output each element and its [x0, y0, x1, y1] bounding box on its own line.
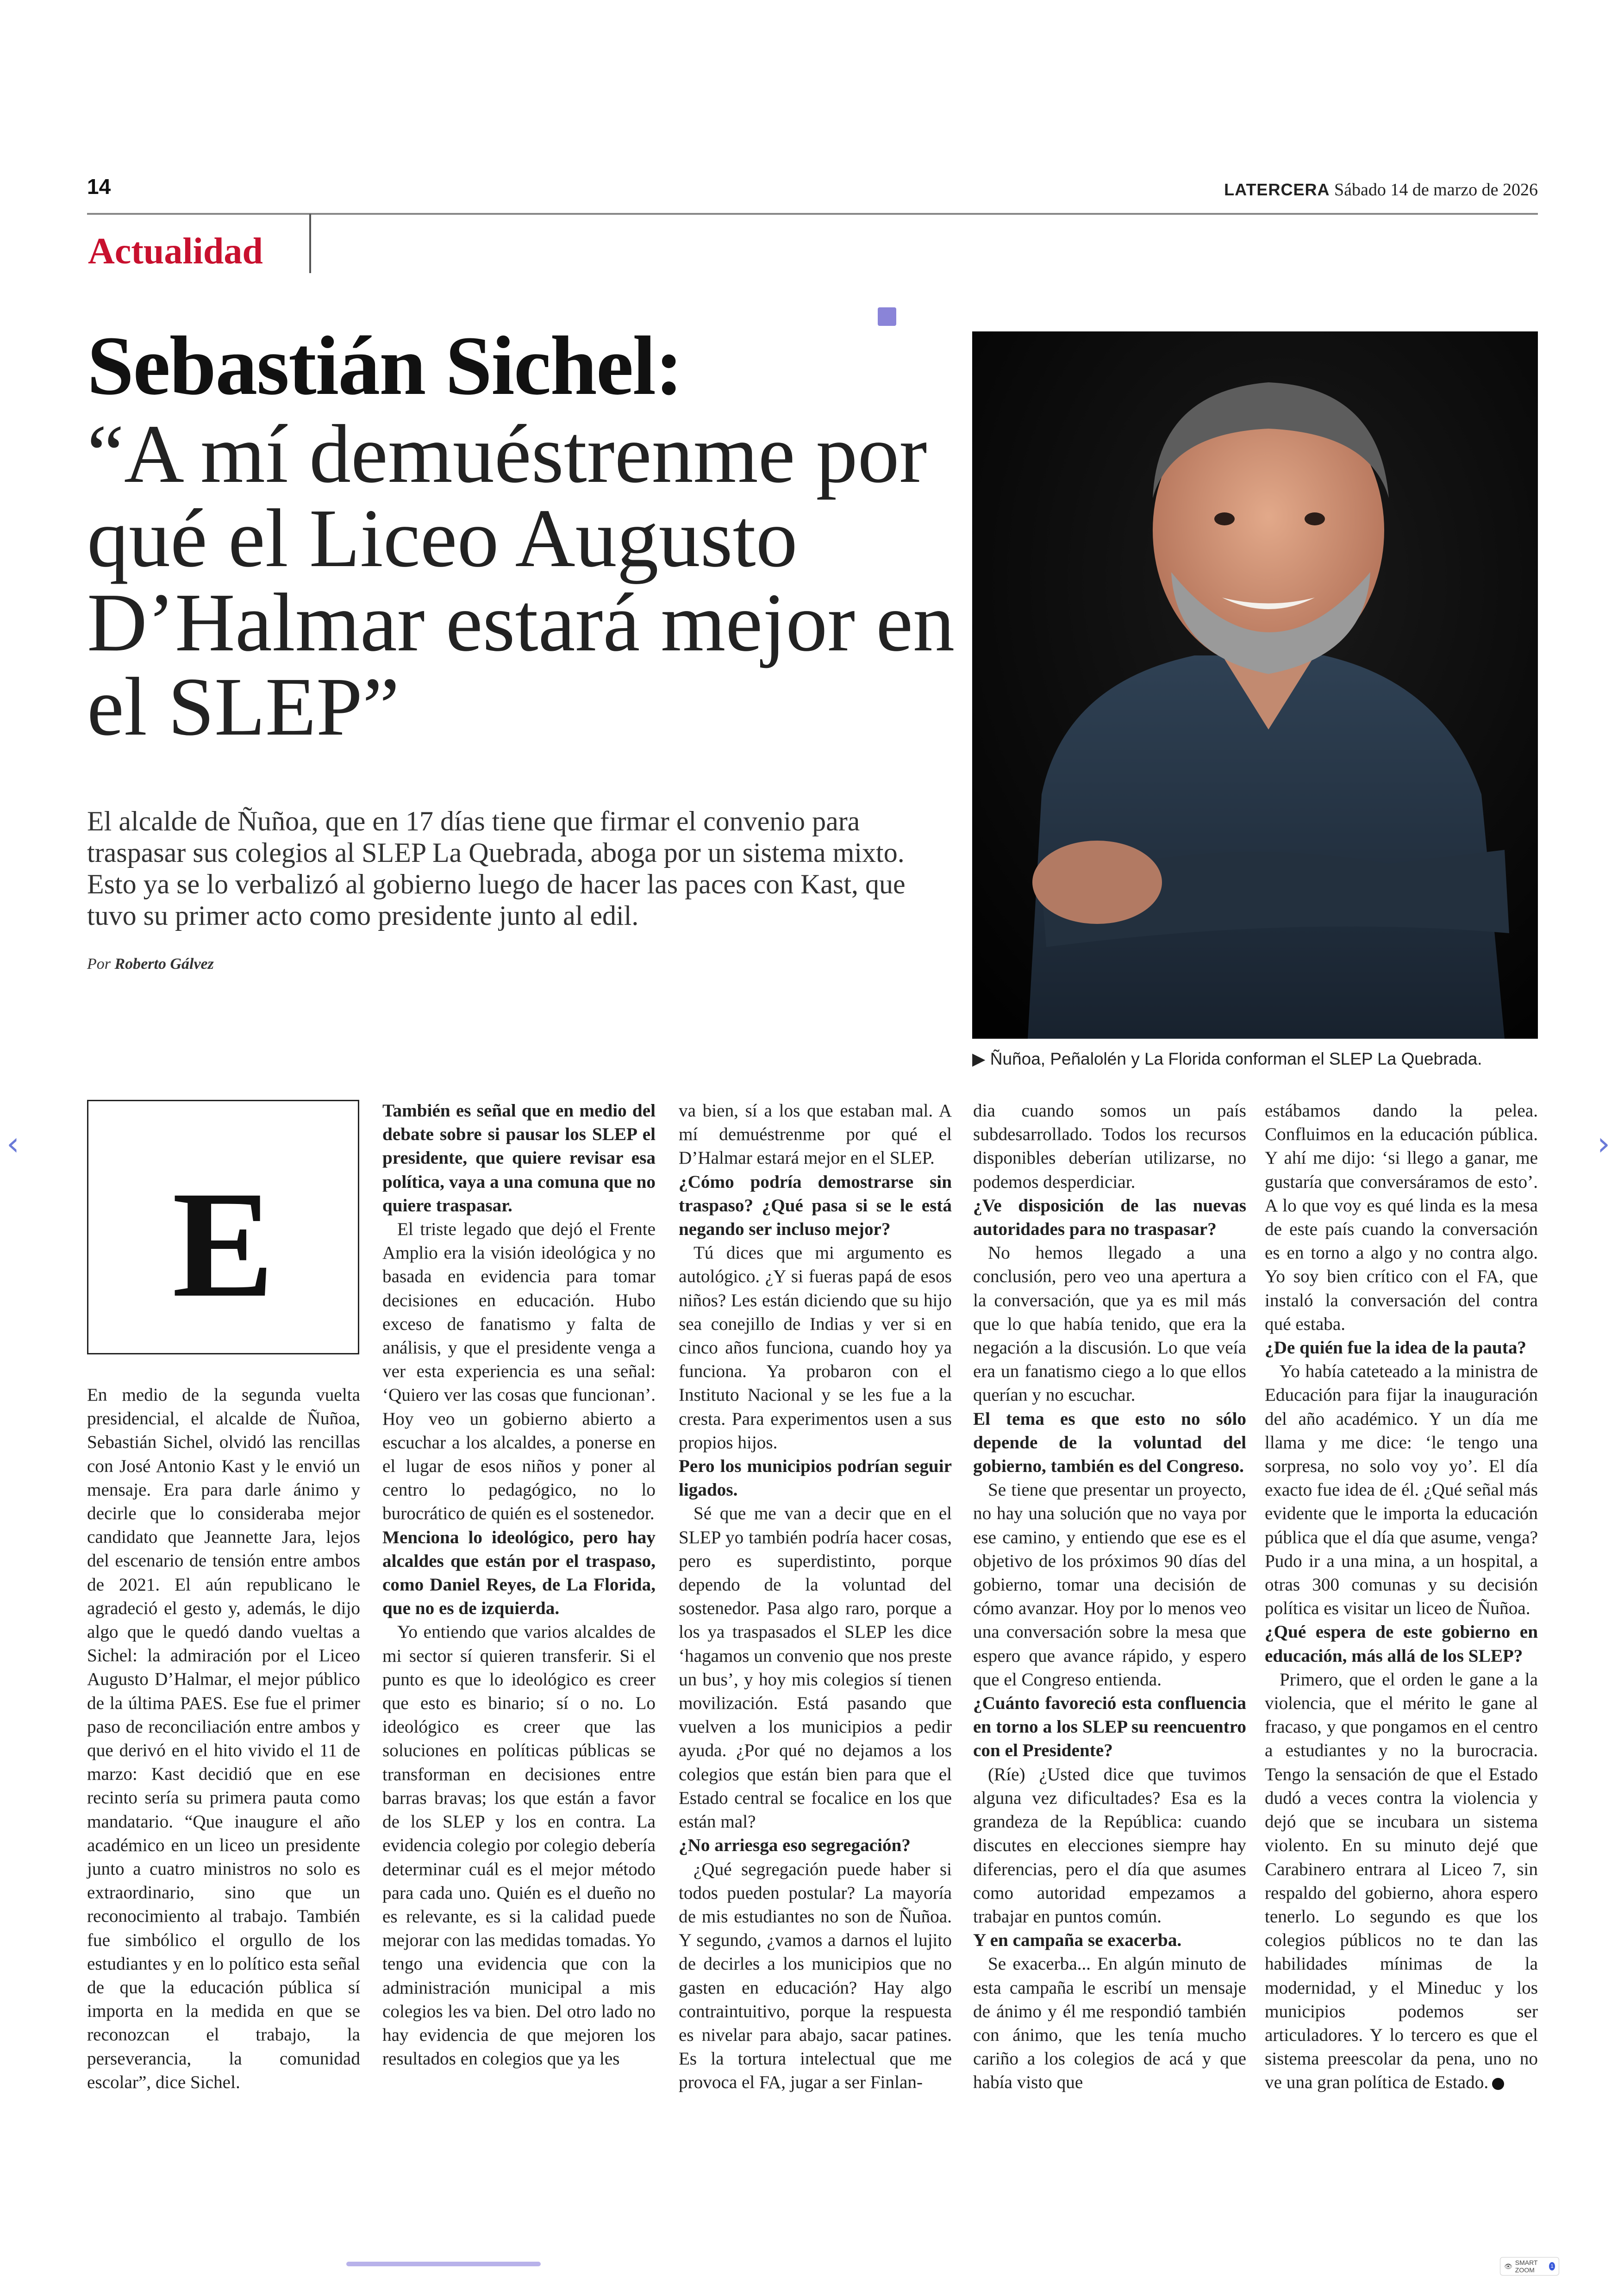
interview-answer: Se exacerba... En algún minuto de esta campaña le escribí un mensaje de ánimo y él me respondió también con ánimo, que les tenía mucho cariño a los colegios de acá y que había visto que: [973, 1954, 1246, 2093]
portrait-photo: [972, 331, 1538, 1039]
interview-question: ¿Cuánto favoreció esta confluencia en torno a los SLEP su reencuentro con el Presidente?: [973, 1693, 1246, 1761]
masthead: [1224, 180, 1538, 200]
article-column-5: [1265, 1099, 1538, 2133]
interview-question: Menciona lo ideológico, pero hay alcaldes que están por el traspaso, como Daniel Reyes, de La Florida, que no es de izquierda.: [382, 1527, 656, 1619]
interview-answer: estábamos dando la pelea. Confluimos en la educación pública. Y ahí me dijo: ‘si llego a ganar, me gustaría que conversáramos de esto’. A lo que voy es qué linda es la mesa de este país cuando la conversación es en torno a algo y no contra algo. Yo soy bien crítico con el FA, que instaló la conversación del contra qué estaba.: [1265, 1101, 1538, 1334]
final-answer-text: Primero, que el orden le gane a la violencia, que el mérito le gane al fracaso, y que pongamos en el centro a estudiantes y no la burocracia. Tengo la sensación de que el Estado dudó a veces contra la violencia y dejó que se incubara un sistema violento. En su minuto dejé que Carabinero entrara al Liceo 7, sin respaldo del gobierno, ahora espero tenerlo. Lo segundo es que los colegios públicos no te dan las habilidades mínimas de la modernidad, y el Mineduc y los municipios podemos ser articuladores. Y lo tercero es que el sistema preescolar da pena, uno no ve una gran política de Estado.: [1265, 1669, 1538, 2093]
interview-question: ¿Qué espera de este gobierno en educación, más allá de los SLEP?: [1265, 1622, 1538, 1666]
section-divider: [309, 214, 311, 273]
interview-question: ¿Cómo podría demostrarse sin traspaso? ¿Qué pasa si se le está negando ser incluso mejor?: [679, 1172, 952, 1240]
interview-question: El tema es que esto no sólo depende de la voluntad del gobierno, también es del Congreso.: [973, 1409, 1246, 1477]
interview-answer: Tú dices que mi argumento es autológico. ¿Y si fueras papá de esos niños? Les están diciendo que su hijo sea conejillo de Indias y ver si en cinco años funciona, cuando hoy ya funciona. Ya probaron con el Instituto Nacional y se les fue a la cresta. Para experimentos usen a sus propios hijos.: [679, 1243, 952, 1453]
page-scroll-indicator[interactable]: [346, 2262, 541, 2266]
end-mark-icon: [1492, 2078, 1504, 2090]
header-rule: [87, 213, 1538, 215]
eye-icon: 👁: [1504, 2262, 1512, 2270]
annotation-marker-icon[interactable]: [878, 307, 896, 326]
interview-answer: ¿Qué segregación puede haber si todos pueden postular? La mayoría de mis estudiantes no son de Ñuñoa. Y segundo, ¿vamos a darnos el lujito de decirles a los municipios que no gasten en educación? Hay algo contraintuitivo, porque la respuesta es nivelar para abajo, sacar patines. Es la tortura intelectual que me provoca el FA, jugar a ser Finlan-: [679, 1859, 952, 2093]
interview-answer: [1265, 1668, 1538, 2095]
article-column-4: [973, 1099, 1246, 2133]
interview-question: También es señal que en medio del debate sobre si pausar los SLEP el presidente, que quiere revisar esa política, vaya a una comuna que no quiere traspasar.: [382, 1101, 656, 1216]
portrait-illustration: [972, 331, 1538, 1039]
byline-author: Roberto Gálvez: [114, 955, 214, 973]
interview-answer: va bien, sí a los que estaban mal. A mí demuéstrenme por qué el D’Halmar estará mejor en el SLEP.: [679, 1101, 952, 1168]
article-column-3: [679, 1099, 952, 2133]
issue-date: Sábado 14 de marzo de 2026: [1334, 180, 1538, 200]
interview-question: ¿No arriesga eso segregación?: [679, 1835, 911, 1856]
drop-cap-box: [87, 1100, 359, 1354]
next-page-arrow-icon[interactable]: ›: [1597, 1125, 1610, 1163]
article-column-2: [382, 1099, 656, 2133]
zoom-count-badge: 1: [1549, 2262, 1555, 2270]
prev-page-arrow-icon[interactable]: ‹: [6, 1125, 19, 1163]
interview-answer: El triste legado que dejó el Frente Amplio era la visión ideológica y no basada en evidencia para tomar decisiones en educación. Hubo exceso de fanatismo y falta de análisis, y que el presidente venga a ver esta experiencia es una señal: ‘Quiero ver las cosas que funcionan’. Hoy veo un gobierno abierto a escuchar a los alcaldes, a ponerse en el lugar de esos niños y poner al centro lo pedagógico, no lo burocrático de quién es el sostenedor.: [382, 1219, 656, 1524]
drop-cap-letter: E: [172, 1160, 275, 1329]
paragraph: En medio de la segunda vuelta presidencial, el alcalde de Ñuñoa, Sebastián Sichel, olvidó las rencillas con José Antonio Kast y le envió un mensaje. Era para darle ánimo y decirle que lo consideraba mejor candidato que Jeannette Jara, lejos del escenario de tensión entre ambos de 2021. El aún republicano le agradeció el gesto y, además, le dijo algo que le quedó dando vueltas a Sichel: la admiración por el Liceo Augusto D’Halmar, el mejor público de la última PAES. Ese fue el primer paso de reconciliación entre ambos y que derivó en el hito vivido el 11 de marzo: Kast decidió que en ese recinto sería su primera pauta como mandatario. “Que inaugure el año académico en un liceo un presidente junto a cuatro ministros no solo es extraordinario, sino que un reconocimiento al trabajo. También fue simbólico el orgullo de los estudiantes y en lo político esta señal de que la educación pública sí importa en la medida en que se reconozcan el trabajo, la perseverancia, la comunidad escolar”, dice Sichel.: [87, 1385, 360, 2092]
interview-answer: dia cuando somos un país subdesarrollado. Todos los recursos disponibles deberían utilizarse, no podemos desperdiciar.: [973, 1101, 1246, 1192]
photo-caption: ▶ Ñuñoa, Peñalolén y La Florida conforman el SLEP La Quebrada.: [972, 1049, 1482, 1068]
byline-prefix: Por: [87, 955, 111, 973]
interview-answer: Sé que me van a decir que en el SLEP yo también podría hacer cosas, pero es superdistinto, porque dependo de la voluntad del sostenedor. Pasa algo raro, porque a los ya traspasados el SLEP les dice ‘hagamos un convenio que nos preste un bus’, y hoy mis colegios sí tienen movilización. Está pasando que vuelven a los municipios a pedir ayuda. ¿Por qué no dejamos a los colegios que están bien para que el Estado central se focalice en los que están mal?: [679, 1503, 952, 1832]
interview-answer: Se tiene que presentar un proyecto, no hay una solución que no vaya por ese camino, y entiendo que ese es el objetivo de los próximos 90 días del gobierno, tomar una decisión de cómo avanzar. Hoy por lo menos veo una conversación sobre la mesa que espero que avance rápido, y espero que el Congreso entienda.: [973, 1480, 1246, 1690]
newspaper-brand: LATERCERA: [1224, 180, 1330, 199]
smart-zoom-button[interactable]: [1500, 2257, 1559, 2276]
interview-question: ¿Ve disposición de las nuevas autoridades para no traspasar?: [973, 1195, 1246, 1240]
page-number: 14: [87, 175, 111, 199]
interview-question: Pero los municipios podrían seguir ligados.: [679, 1456, 952, 1500]
headline-quote: “A mí demuéstrenme por qué el Liceo Augusto D’Halmar estará mejor en el SLEP”: [87, 408, 955, 753]
byline: [87, 955, 214, 973]
interview-answer: No hemos llegado a una conclusión, pero veo una apertura a la conversación, que ya es mil más que lo que había tenido, que era la negación a la discusión. Lo que veía era un fanatismo ciego a lo que ellos querían y no escuchar.: [973, 1243, 1246, 1405]
interview-question: Y en campaña se exacerba.: [973, 1930, 1182, 1951]
article-column-1: [87, 1383, 360, 2133]
article-deck: El alcalde de Ñuñoa, que en 17 días tiene que firmar el convenio para traspasar sus colegios al SLEP La Quebrada, aboga por un sistema mixto. Esto ya se lo verbalizó al gobierno luego de hacer las paces con Kast, que tuvo su primer acto como presidente junto al edil.: [87, 806, 906, 931]
interview-answer: Yo entiendo que varios alcaldes de mi sector sí quieren transferir. Si el punto es que lo ideológico es creer que esto es binario; sí o no. Lo ideológico es creer que las soluciones en políticas públicas se transforman en decisiones entre barras bravas; los que están a favor de los SLEP y los en contra. La evidencia colegio por colegio debería determinar cuál es el mejor método para cada uno. Quién es el dueño no es relevante, es si la calidad puede mejorar con las medidas tomadas. Yo tengo una evidencia que con la administración municipal a mis colegios les va bien. Del otro lado no hay evidencia de que mejoren los resultados en colegios que ya les: [382, 1622, 656, 2069]
interview-answer: (Ríe) ¿Usted dice que tuvimos alguna vez dificultades? Esa es la grandeza de la República: cuando discutes en elecciones siempre hay diferencias, pero el día que asumes como autoridad empezamos a trabajar en puntos común.: [973, 1764, 1246, 1927]
interview-question: ¿De quién fue la idea de la pauta?: [1265, 1338, 1527, 1358]
interview-answer: Yo había cateteado a la ministra de Educación para fijar la inauguración del año académico. Y un día me llama y me dice: ‘le tengo una sorpresa, no solo voy yo’. El día exacto fue idea de él. ¿Qué señal más evidente que le importa la educación pública que el día que asume, venga? Pudo ir a una mina, a un hospital, a otras 300 comunas y su decisión política es visitar un liceo de Ñuñoa.: [1265, 1361, 1538, 1619]
section-label: Actualidad: [88, 231, 263, 272]
smart-zoom-label: SMART ZOOM: [1515, 2259, 1538, 2274]
headline: Sebastián Sichel:: [87, 319, 682, 412]
